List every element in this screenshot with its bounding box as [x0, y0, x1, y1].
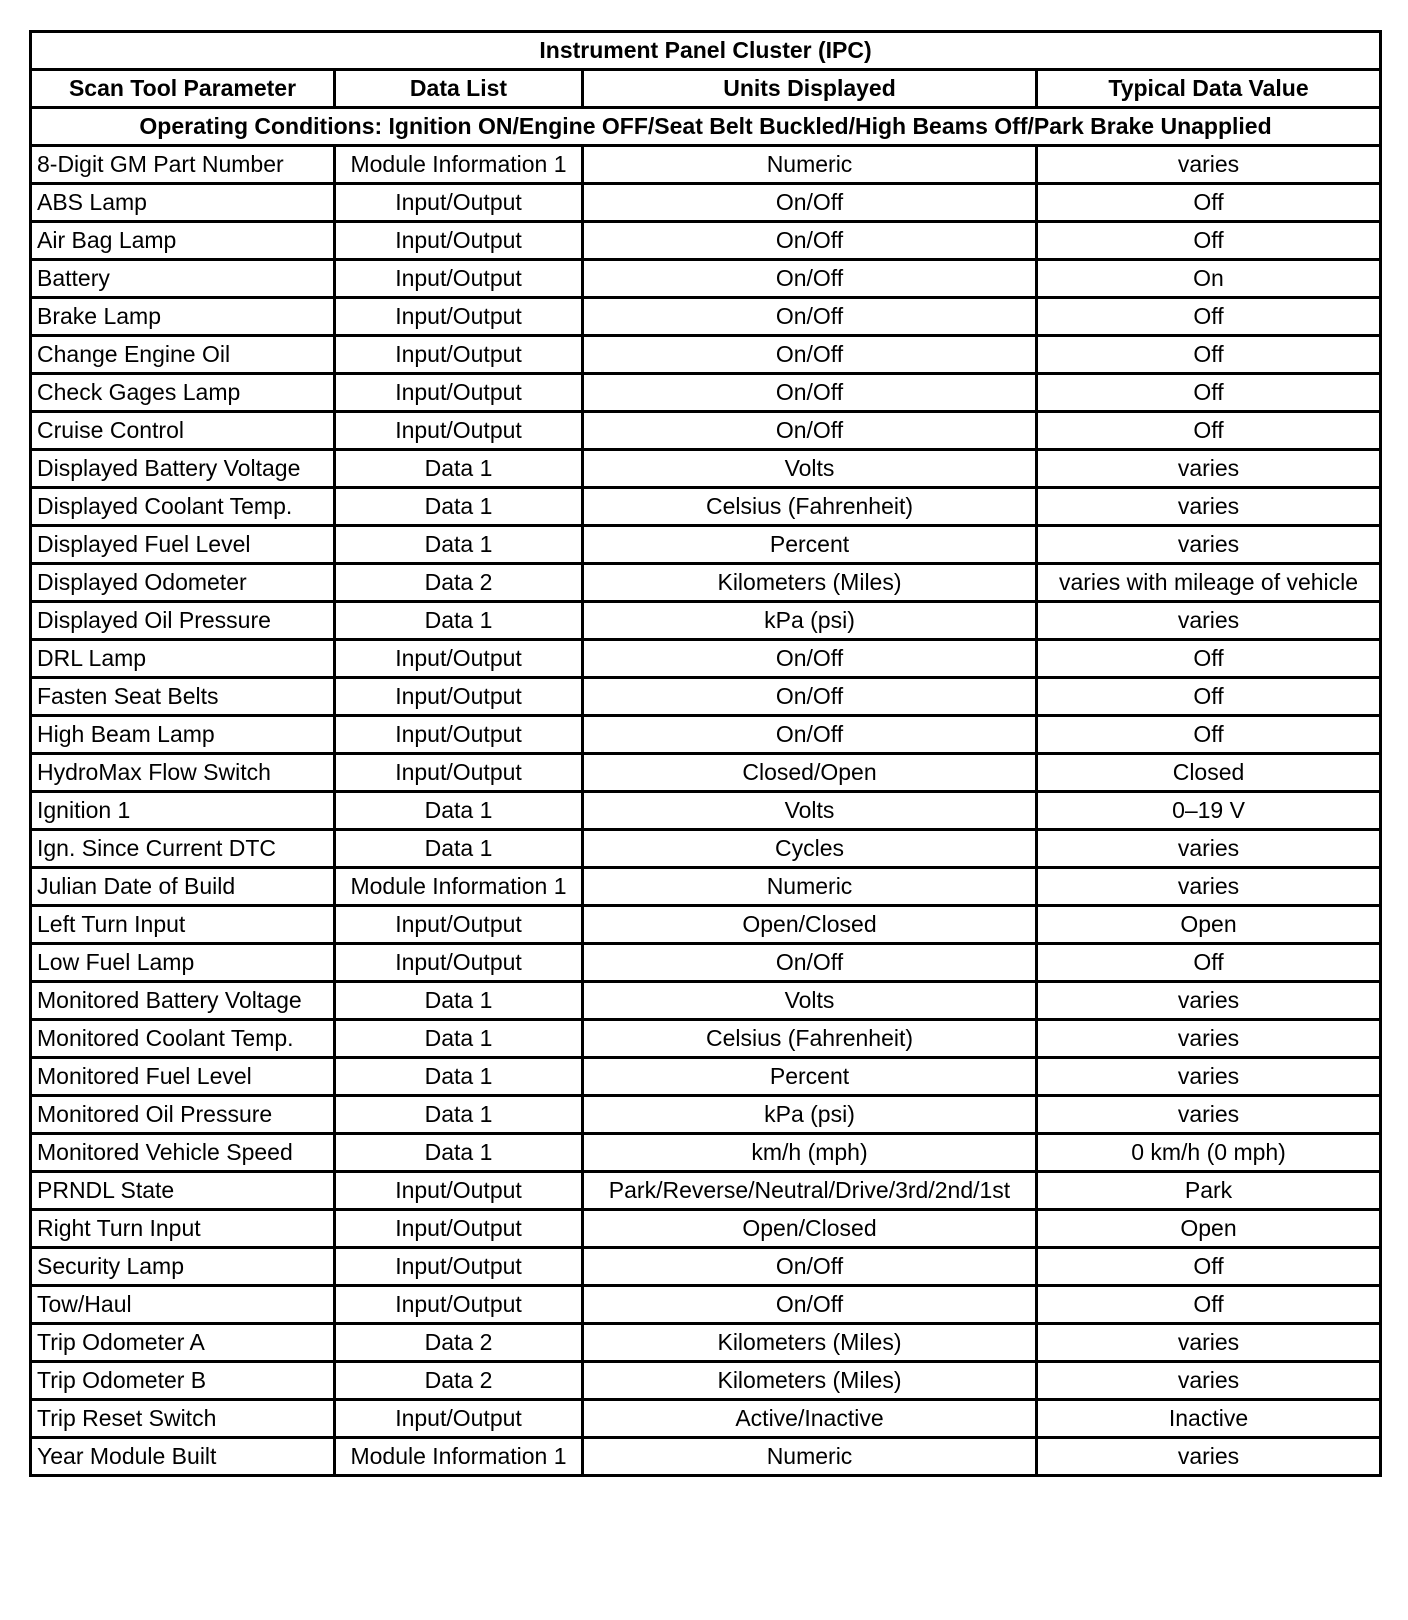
table-row [31, 412, 1381, 450]
cell-typical-value: Off [1037, 298, 1381, 336]
cell-parameter: Battery [31, 260, 335, 298]
cell-data-list: Data 1 [335, 1058, 583, 1096]
cell-units: On/Off [583, 716, 1037, 754]
cell-typical-value: Closed [1037, 754, 1381, 792]
cell-parameter: 8-Digit GM Part Number [31, 146, 335, 184]
cell-parameter: Monitored Oil Pressure [31, 1096, 335, 1134]
cell-units: Numeric [583, 146, 1037, 184]
cell-parameter: High Beam Lamp [31, 716, 335, 754]
cell-units: kPa (psi) [583, 602, 1037, 640]
cell-typical-value: Off [1037, 184, 1381, 222]
cell-parameter: ABS Lamp [31, 184, 335, 222]
cell-units: On/Off [583, 184, 1037, 222]
cell-data-list: Input/Output [335, 716, 583, 754]
cell-typical-value: varies [1037, 488, 1381, 526]
table-row [31, 982, 1381, 1020]
table-row [31, 184, 1381, 222]
cell-data-list: Input/Output [335, 1172, 583, 1210]
table-row [31, 906, 1381, 944]
cell-typical-value: varies [1037, 830, 1381, 868]
cell-data-list: Data 2 [335, 564, 583, 602]
table-row [31, 1134, 1381, 1172]
cell-typical-value: Open [1037, 906, 1381, 944]
cell-typical-value: varies [1037, 1362, 1381, 1400]
cell-data-list: Data 2 [335, 1362, 583, 1400]
table-row [31, 374, 1381, 412]
cell-units: Park/Reverse/Neutral/Drive/3rd/2nd/1st [583, 1172, 1037, 1210]
table-row [31, 488, 1381, 526]
cell-data-list: Input/Output [335, 184, 583, 222]
cell-units: Kilometers (Miles) [583, 1324, 1037, 1362]
table-row [31, 792, 1381, 830]
cell-data-list: Input/Output [335, 374, 583, 412]
operating-conditions-row [31, 108, 1381, 146]
cell-typical-value: Off [1037, 1286, 1381, 1324]
cell-typical-value: Open [1037, 1210, 1381, 1248]
cell-units: km/h (mph) [583, 1134, 1037, 1172]
cell-units: On/Off [583, 640, 1037, 678]
cell-parameter: PRNDL State [31, 1172, 335, 1210]
cell-units: On/Off [583, 260, 1037, 298]
table-row [31, 678, 1381, 716]
table-title: Instrument Panel Cluster (IPC) [31, 32, 1381, 70]
cell-data-list: Data 1 [335, 488, 583, 526]
cell-units: On/Off [583, 1286, 1037, 1324]
cell-units: On/Off [583, 222, 1037, 260]
cell-parameter: Check Gages Lamp [31, 374, 335, 412]
cell-typical-value: 0 km/h (0 mph) [1037, 1134, 1381, 1172]
cell-data-list: Data 1 [335, 1020, 583, 1058]
cell-data-list: Module Information 1 [335, 868, 583, 906]
cell-parameter: Brake Lamp [31, 298, 335, 336]
cell-parameter: Security Lamp [31, 1248, 335, 1286]
cell-units: On/Off [583, 412, 1037, 450]
cell-units: kPa (psi) [583, 1096, 1037, 1134]
cell-data-list: Input/Output [335, 222, 583, 260]
table-row [31, 602, 1381, 640]
table-row [31, 1020, 1381, 1058]
cell-units: Open/Closed [583, 906, 1037, 944]
table-row [31, 222, 1381, 260]
cell-data-list: Module Information 1 [335, 1438, 583, 1476]
table-row [31, 1058, 1381, 1096]
cell-units: Percent [583, 1058, 1037, 1096]
cell-units: Celsius (Fahrenheit) [583, 488, 1037, 526]
cell-typical-value: Off [1037, 222, 1381, 260]
cell-data-list: Data 1 [335, 792, 583, 830]
cell-data-list: Data 1 [335, 526, 583, 564]
cell-typical-value: varies [1037, 526, 1381, 564]
cell-typical-value: varies [1037, 602, 1381, 640]
cell-units: On/Off [583, 944, 1037, 982]
cell-units: Closed/Open [583, 754, 1037, 792]
table-row [31, 1210, 1381, 1248]
cell-data-list: Input/Output [335, 754, 583, 792]
table-title-row [31, 32, 1381, 70]
table-row [31, 450, 1381, 488]
cell-typical-value: Park [1037, 1172, 1381, 1210]
cell-data-list: Data 1 [335, 830, 583, 868]
table-row [31, 830, 1381, 868]
operating-conditions: Operating Conditions: Ignition ON/Engine OFF/Seat Belt Buckled/High Beams Off/Park Brake Unapplied [31, 108, 1381, 146]
cell-parameter: Monitored Coolant Temp. [31, 1020, 335, 1058]
cell-data-list: Input/Output [335, 260, 583, 298]
table-row [31, 260, 1381, 298]
cell-units: Cycles [583, 830, 1037, 868]
cell-parameter: Trip Odometer A [31, 1324, 335, 1362]
table-row [31, 1400, 1381, 1438]
cell-typical-value: Off [1037, 374, 1381, 412]
cell-parameter: Displayed Battery Voltage [31, 450, 335, 488]
cell-parameter: Ign. Since Current DTC [31, 830, 335, 868]
cell-data-list: Input/Output [335, 1400, 583, 1438]
cell-data-list: Data 1 [335, 982, 583, 1020]
cell-data-list: Input/Output [335, 944, 583, 982]
cell-typical-value: varies [1037, 982, 1381, 1020]
cell-data-list: Input/Output [335, 412, 583, 450]
cell-units: On/Off [583, 1248, 1037, 1286]
cell-parameter: Ignition 1 [31, 792, 335, 830]
cell-parameter: Trip Reset Switch [31, 1400, 335, 1438]
table-row [31, 1324, 1381, 1362]
table-row [31, 1362, 1381, 1400]
cell-typical-value: varies [1037, 450, 1381, 488]
cell-units: On/Off [583, 336, 1037, 374]
cell-parameter: Trip Odometer B [31, 1362, 335, 1400]
cell-data-list: Data 1 [335, 450, 583, 488]
table-row [31, 944, 1381, 982]
cell-data-list: Input/Output [335, 640, 583, 678]
cell-parameter: Tow/Haul [31, 1286, 335, 1324]
cell-typical-value: varies with mileage of vehicle [1037, 564, 1381, 602]
cell-parameter: Change Engine Oil [31, 336, 335, 374]
cell-parameter: Monitored Battery Voltage [31, 982, 335, 1020]
cell-units: Active/Inactive [583, 1400, 1037, 1438]
cell-parameter: DRL Lamp [31, 640, 335, 678]
cell-typical-value: Off [1037, 412, 1381, 450]
cell-parameter: Left Turn Input [31, 906, 335, 944]
cell-units: Volts [583, 792, 1037, 830]
cell-parameter: Monitored Fuel Level [31, 1058, 335, 1096]
cell-parameter: Displayed Fuel Level [31, 526, 335, 564]
cell-typical-value: Inactive [1037, 1400, 1381, 1438]
cell-typical-value: 0–19 V [1037, 792, 1381, 830]
cell-typical-value: varies [1037, 1324, 1381, 1362]
cell-typical-value: Off [1037, 1248, 1381, 1286]
column-header-units: Units Displayed [583, 70, 1037, 108]
cell-data-list: Input/Output [335, 1286, 583, 1324]
cell-parameter: Fasten Seat Belts [31, 678, 335, 716]
table-row [31, 754, 1381, 792]
cell-units: Numeric [583, 868, 1037, 906]
table-row [31, 298, 1381, 336]
cell-data-list: Data 1 [335, 602, 583, 640]
column-header-data-list: Data List [335, 70, 583, 108]
cell-units: Volts [583, 450, 1037, 488]
cell-data-list: Input/Output [335, 298, 583, 336]
table-row [31, 1248, 1381, 1286]
column-header-parameter: Scan Tool Parameter [31, 70, 335, 108]
table-header-row [31, 70, 1381, 108]
cell-typical-value: varies [1037, 1438, 1381, 1476]
table-row [31, 1096, 1381, 1134]
cell-parameter: Monitored Vehicle Speed [31, 1134, 335, 1172]
cell-typical-value: Off [1037, 640, 1381, 678]
cell-data-list: Data 1 [335, 1134, 583, 1172]
cell-units: On/Off [583, 298, 1037, 336]
cell-parameter: Cruise Control [31, 412, 335, 450]
cell-units: Percent [583, 526, 1037, 564]
table-row [31, 526, 1381, 564]
cell-units: On/Off [583, 374, 1037, 412]
cell-units: Kilometers (Miles) [583, 564, 1037, 602]
cell-typical-value: varies [1037, 1020, 1381, 1058]
cell-parameter: Air Bag Lamp [31, 222, 335, 260]
table-row [31, 716, 1381, 754]
cell-parameter: Displayed Odometer [31, 564, 335, 602]
cell-data-list: Input/Output [335, 1248, 583, 1286]
cell-typical-value: varies [1037, 1096, 1381, 1134]
cell-units: On/Off [583, 678, 1037, 716]
table-row [31, 1438, 1381, 1476]
cell-data-list: Input/Output [335, 906, 583, 944]
cell-units: Celsius (Fahrenheit) [583, 1020, 1037, 1058]
cell-data-list: Input/Output [335, 1210, 583, 1248]
table-row [31, 640, 1381, 678]
cell-typical-value: varies [1037, 146, 1381, 184]
table-body [31, 146, 1381, 1476]
cell-data-list: Input/Output [335, 336, 583, 374]
cell-typical-value: varies [1037, 1058, 1381, 1096]
table-row [31, 564, 1381, 602]
ipc-data-table [29, 30, 1382, 1477]
cell-parameter: Displayed Coolant Temp. [31, 488, 335, 526]
table-row [31, 336, 1381, 374]
table-row [31, 868, 1381, 906]
table-row [31, 1286, 1381, 1324]
cell-units: Numeric [583, 1438, 1037, 1476]
cell-units: Volts [583, 982, 1037, 1020]
cell-data-list: Data 2 [335, 1324, 583, 1362]
cell-parameter: Year Module Built [31, 1438, 335, 1476]
cell-data-list: Module Information 1 [335, 146, 583, 184]
cell-typical-value: varies [1037, 868, 1381, 906]
cell-parameter: Right Turn Input [31, 1210, 335, 1248]
cell-units: Kilometers (Miles) [583, 1362, 1037, 1400]
table-row [31, 146, 1381, 184]
cell-parameter: Low Fuel Lamp [31, 944, 335, 982]
cell-units: Open/Closed [583, 1210, 1037, 1248]
table-row [31, 1172, 1381, 1210]
column-header-typical-value: Typical Data Value [1037, 70, 1381, 108]
cell-typical-value: Off [1037, 336, 1381, 374]
cell-typical-value: Off [1037, 716, 1381, 754]
cell-typical-value: Off [1037, 678, 1381, 716]
cell-parameter: HydroMax Flow Switch [31, 754, 335, 792]
cell-typical-value: Off [1037, 944, 1381, 982]
cell-typical-value: On [1037, 260, 1381, 298]
cell-parameter: Displayed Oil Pressure [31, 602, 335, 640]
cell-data-list: Data 1 [335, 1096, 583, 1134]
cell-parameter: Julian Date of Build [31, 868, 335, 906]
cell-data-list: Input/Output [335, 678, 583, 716]
